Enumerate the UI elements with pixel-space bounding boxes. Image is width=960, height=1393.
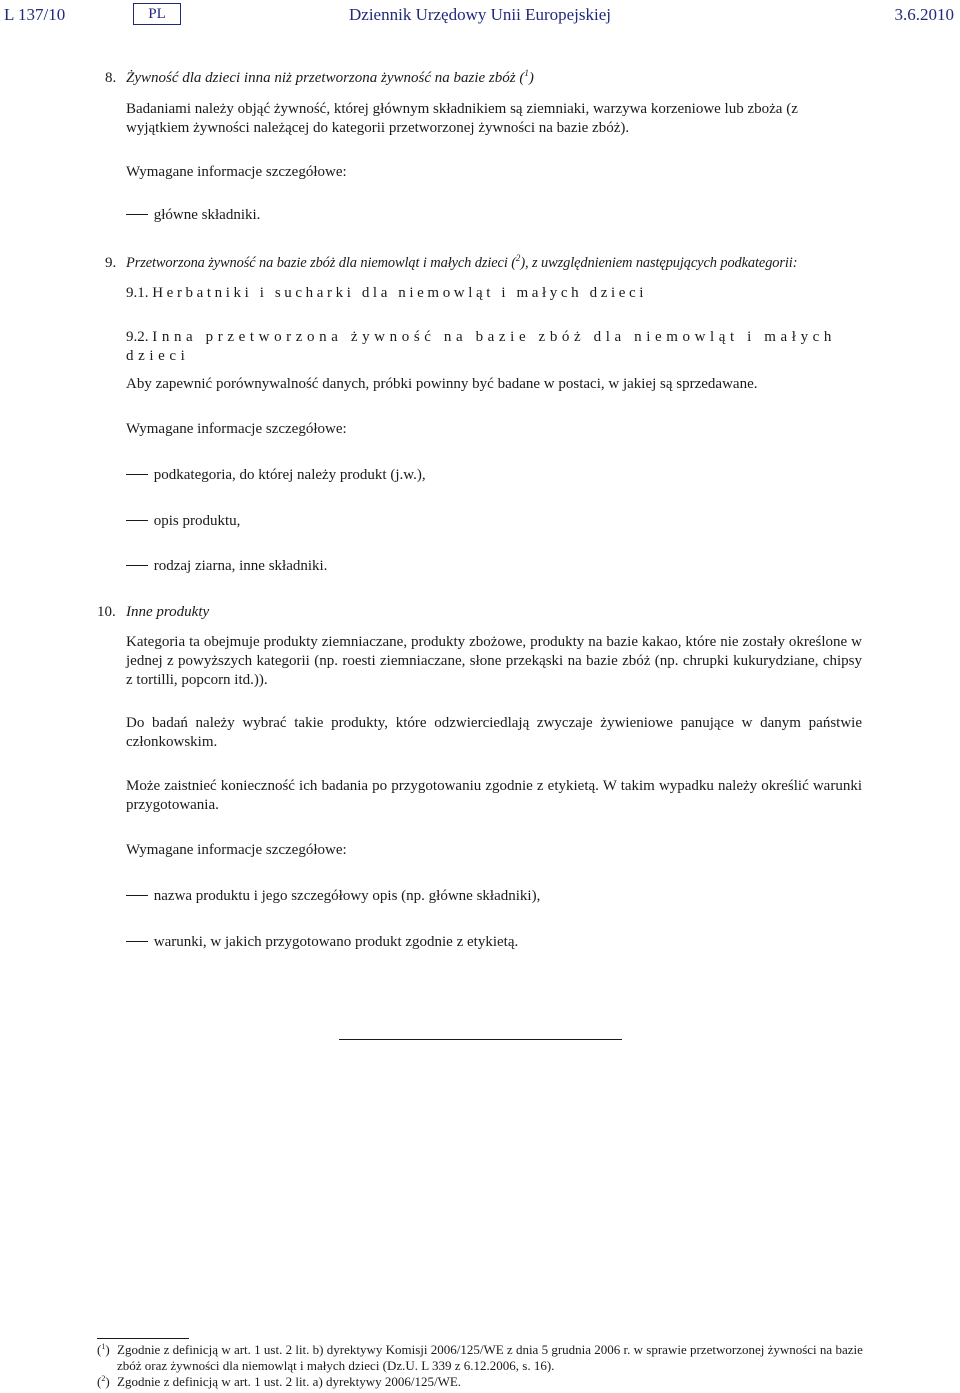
- section-9-paragraph: Aby zapewnić porównywalność danych, próbki powinny być badane w postaci, w jakiej są sprzedawane.: [126, 376, 758, 392]
- footnote-2-text: Zgodnie z definicją w art. 1 ust. 2 lit. a) dyrektywy 2006/125/WE.: [117, 1374, 462, 1389]
- subsection-9-1-title: Herbatniki i sucharki dla niemowląt i małych dzieci: [152, 285, 647, 301]
- oj-reference: L 137/10: [4, 5, 66, 24]
- section-8-number: 8.: [105, 70, 117, 86]
- section-8-requirements-label: Wymagane informacje szczegółowe:: [126, 164, 347, 180]
- section-9-requirements-label: Wymagane informacje szczegółowe:: [126, 421, 347, 437]
- footnote-separator: [97, 1338, 189, 1339]
- language-badge: PL: [133, 3, 181, 25]
- section-10-paragraph-1: Kategoria ta obejmuje produkty ziemniaczane, produkty zbożowe, produkty na bazie kakao, które nie zostały określone w jednej z powyższych kategorii (np. roesti ziemniaczane, słone przekąski na bazie zbóż (np. chrupki kukurydziane, chipsy z tortilli, popcorn itd.)).: [126, 634, 862, 688]
- section-10-title: Inne produkty: [126, 604, 210, 620]
- footnote-1: [0, 1342, 960, 1376]
- end-of-text-rule: [339, 1039, 622, 1040]
- footnote-ref-1[interactable]: 1: [524, 68, 529, 78]
- section-10-number: 10.: [97, 604, 116, 620]
- footnote-ref-2[interactable]: 2: [515, 253, 521, 263]
- footnote-1-text: Zgodnie z definicją w art. 1 ust. 2 lit. b) dyrektywy Komisji 2006/125/WE z dnia 5 grudnia 2006 r. w sprawie przetworzonej żywności na bazie zbóż oraz żywności dla niemowląt i małych dzieci (Dz.U. L 339 z 6.12.2006, s. 16).: [117, 1342, 863, 1373]
- section-9-item: opis produktu,: [126, 512, 862, 531]
- publication-date: 3.6.2010: [894, 5, 954, 24]
- section-8-title: Żywność dla dzieci inna niż przetworzona żywność na bazie zbóż ($^1$): [126, 68, 534, 86]
- journal-title: Dziennik Urzędowy Unii Europejskiej: [349, 5, 612, 24]
- section-9-number: 9.: [105, 255, 117, 271]
- subsection-9-2: [126, 328, 862, 366]
- footnote-2-mark: ($^2$): [97, 1374, 110, 1389]
- subsection-9-1-number: 9.1.: [126, 285, 149, 301]
- subsection-9-2-title: Inna przetworzona żywność na bazie zbóż dla niemowląt i małych dzieci: [126, 329, 837, 364]
- section-8-paragraph: Badaniami należy objąć żywność, której głównym składnikiem są ziemniaki, warzywa korzeniowe lub zboża (z wyjątkiem żywności należącej do kategorii przetworzonej żywności na bazie zbóż).: [126, 101, 798, 136]
- section-9-title: Przetworzona żywność na bazie zbóż dla niemowląt i małych dzieci ($^2$), z uwzględnieniem następujących podkategorii:: [126, 253, 798, 271]
- page-header: [0, 3, 960, 27]
- footnote-1-mark: ($^1$): [97, 1342, 110, 1357]
- section-8-item: główne składniki.: [126, 206, 862, 225]
- section-10-paragraph-2: Do badań należy wybrać takie produkty, które odzwierciedlają zwyczaje żywieniowe panujące w danym państwie członkowskim.: [126, 715, 862, 750]
- section-9-item: rodzaj ziarna, inne składniki.: [126, 557, 862, 576]
- section-10-requirements-label: Wymagane informacje szczegółowe:: [126, 842, 347, 858]
- section-10-item: nazwa produktu i jego szczegółowy opis (np. główne składniki),: [126, 887, 862, 906]
- footnote-2: [0, 1374, 960, 1391]
- section-9-item: podkategoria, do której należy produkt (j.w.),: [126, 466, 862, 485]
- subsection-9-1: [126, 284, 862, 303]
- section-10-item: warunki, w jakich przygotowano produkt zgodnie z etykietą.: [126, 933, 862, 952]
- section-10-paragraph-3: Może zaistnieć konieczność ich badania po przygotowaniu zgodnie z etykietą. W takim wypadku należy określić warunki przygotowania.: [126, 778, 862, 813]
- subsection-9-2-number: 9.2.: [126, 329, 149, 345]
